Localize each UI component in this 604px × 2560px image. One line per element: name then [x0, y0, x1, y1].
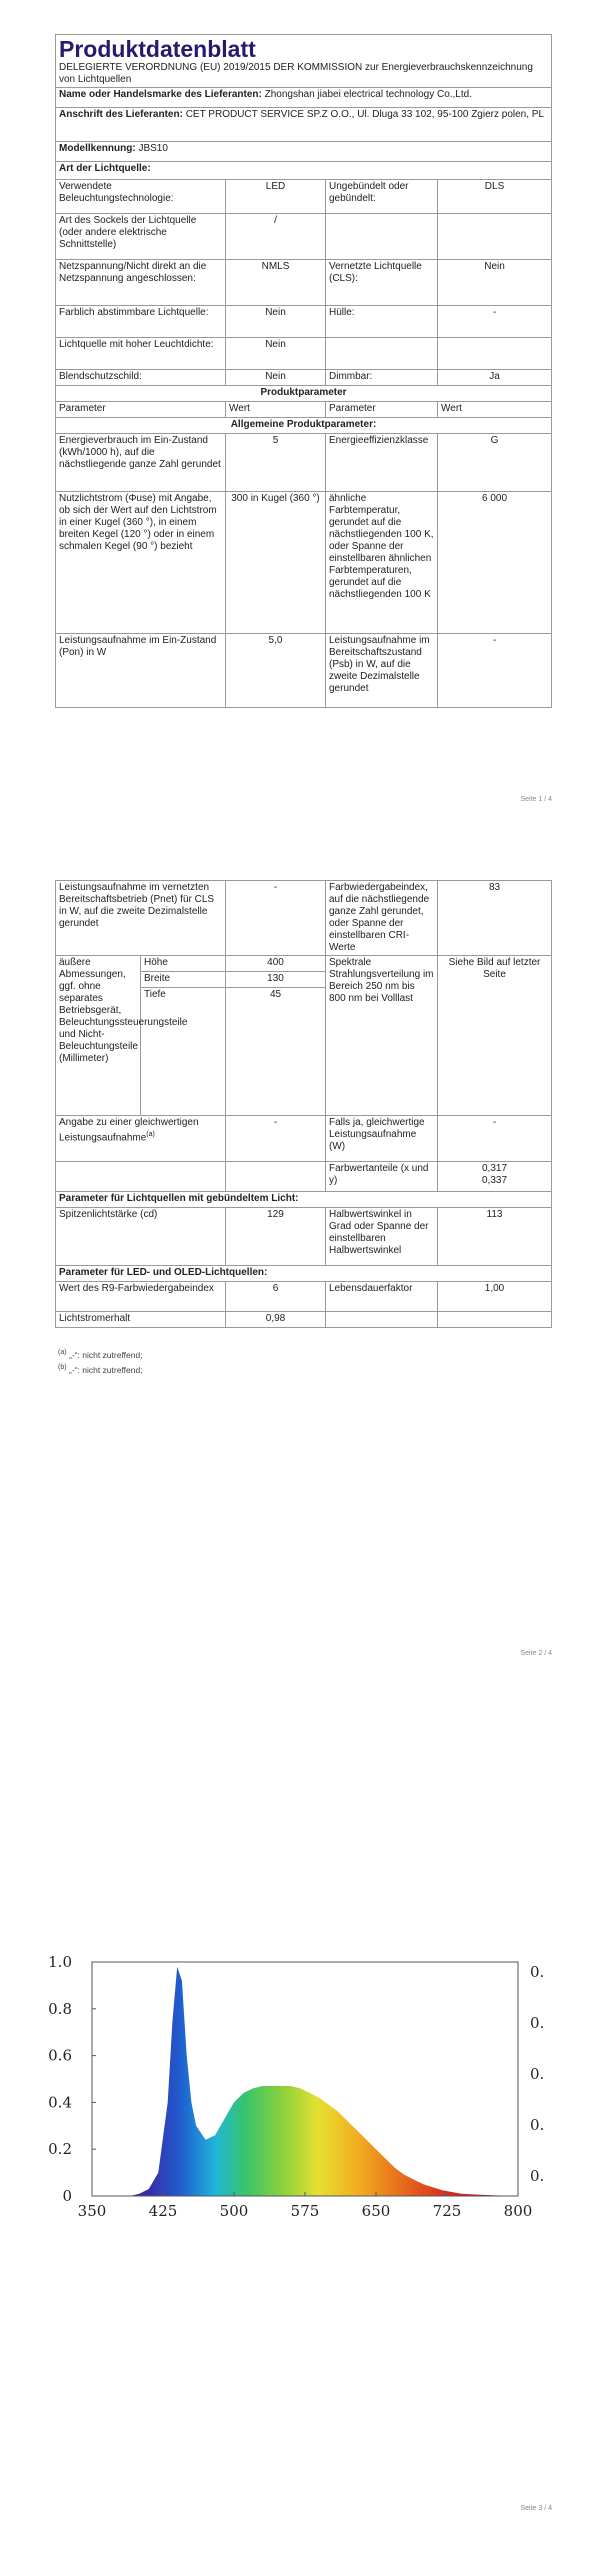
envelope-value: -: [438, 306, 552, 338]
general-params-heading: Allgemeine Produktparameter:: [56, 418, 552, 434]
energy-value: 5: [226, 434, 326, 492]
spectrum-area: [92, 1967, 518, 2196]
dimensions-label: äußere Abmessungen, ggf. ohne separates Betriebsgerät, Beleuchtungssteuerungsteile und Nicht-Beleuchtungsteile (Millimeter): [56, 956, 141, 1116]
page-number-1: Seite 1 / 4: [520, 796, 552, 803]
page-number-2: Seite 2 / 4: [520, 1650, 552, 1657]
net-standby-label: Leistungsaufnahme im vernetzten Bereitschaftsbetrieb (Pnet) für CLS in W, auf die zweite Dezimalstelle gerundet: [56, 881, 226, 956]
flux-value: 300 in Kugel (360 °): [226, 492, 326, 634]
col-header-param: Parameter: [326, 402, 438, 418]
supplier-name-row: [56, 88, 552, 108]
width-label: Breite: [141, 972, 226, 988]
r9-label: Wert des R9-Farbwiedergabeindex: [56, 1282, 226, 1312]
peak-intensity-value: 129: [226, 1208, 326, 1266]
beam-angle-label: Halbwertswinkel in Grad oder Spanne der einstellbaren Halbwertswinkel: [326, 1208, 438, 1266]
page-title: Produktdatenblatt: [59, 36, 256, 62]
supplier-address-value: CET PRODUCT SERVICE SP.Z O.O., Ul. Dluga 33 102, 95-100 Zgierz polen, PL: [185, 109, 545, 120]
cct-label: ähnliche Farbtemperatur, gerundet auf die nächstliegenden 100 K, oder Spanne der einstellbaren ähnlichen Farbtemperaturen, gerundet auf die nächstliegenden 100 K: [326, 492, 438, 634]
glare-value: Nein: [226, 370, 326, 386]
spd-value: Siehe Bild auf letzter Seite: [438, 956, 552, 1116]
height-value: 400: [226, 956, 326, 972]
empty-cell: [438, 1312, 552, 1328]
empty-cell: [326, 214, 438, 260]
y-tick-label: 0.2: [48, 2140, 72, 2159]
equiv-power-label: Angabe zu einer gleichwertigen Leistungsaufnahme$^{(a)}$: [56, 1116, 226, 1162]
col-header-value: Wert: [438, 402, 552, 418]
colour-tunable-label: Farblich abstimmbare Lichtquelle:: [56, 306, 226, 338]
survival-label: Lebensdauerfaktor: [326, 1282, 438, 1312]
mains-label: Netzspannung/Nicht direkt an die Netzspannung angeschlossen:: [56, 260, 226, 306]
footnotes: [58, 1346, 143, 1376]
empty-cell: [438, 338, 552, 370]
non-directional-label: Ungebündelt oder gebündelt:: [326, 180, 438, 214]
footnote-a: $^{(a)}$ „-“: nicht zutreffend;: [58, 1348, 143, 1360]
supplier-address-label: Anschrift des Lieferanten:: [59, 109, 183, 120]
x-tick-label: 725: [432, 2202, 462, 2220]
footnote-b: $^{(b)}$ „-“: nicht zutreffend;: [58, 1362, 143, 1375]
product-params-heading: Produktparameter: [56, 386, 552, 402]
x-tick-label: 500: [219, 2202, 249, 2220]
mains-value: NMLS: [226, 260, 326, 306]
y-tick-label: 0.6: [48, 2046, 72, 2065]
supplier-name-label: Name oder Handelsmarke des Lieferanten:: [59, 89, 262, 100]
right-axis-label: 0.: [530, 2065, 545, 2083]
standby-value: -: [438, 634, 552, 708]
page-number-3: Seite 3 / 4: [520, 2505, 552, 2512]
efficiency-class-value: G: [438, 434, 552, 492]
right-axis-label: 0.: [530, 1963, 545, 1981]
colour-tunable-value: Nein: [226, 306, 326, 338]
cct-value: 6 000: [438, 492, 552, 634]
maintenance-value: 0,98: [226, 1312, 326, 1328]
on-power-value: 5,0: [226, 634, 326, 708]
led-heading: Parameter für LED- und OLED-Lichtquellen:: [56, 1266, 552, 1282]
right-axis-label: 0.: [530, 2014, 545, 2032]
energy-label: Energieverbrauch im Ein-Zustand (kWh/1000 h), auf die nächstliegende ganze Zahl gerundet: [56, 434, 226, 492]
connected-value: Nein: [438, 260, 552, 306]
cri-label: Farbwiedergabeindex, auf die nächstliegende ganze Zahl gerundet, oder Spanne der einstellbaren CRI-Werte: [326, 881, 438, 956]
directional-heading: Parameter für Lichtquellen mit gebündeltem Licht:: [56, 1192, 552, 1208]
supplier-name-value: Zhongshan jiabei electrical technology Co.,Ltd.: [264, 89, 472, 100]
spd-label: Spektrale Strahlungsverteilung im Bereich 250 nm bis 800 nm bei Volllast: [326, 956, 438, 1116]
x-tick-label: 350: [77, 2202, 107, 2220]
empty-cell: [326, 1312, 438, 1328]
high-luminance-value: Nein: [226, 338, 326, 370]
efficiency-class-label: Energieeffizienzklasse: [326, 434, 438, 492]
dimmable-label: Dimmbar:: [326, 370, 438, 386]
col-header-value: Wert: [226, 402, 326, 418]
on-power-label: Leistungsaufnahme im Ein-Zustand (Pon) in W: [56, 634, 226, 708]
equiv-if-label: Falls ja, gleichwertige Leistungsaufnahme (W): [326, 1116, 438, 1162]
technology-value: LED: [226, 180, 326, 214]
technology-label: Verwendete Beleuchtungstechnologie:: [56, 180, 226, 214]
depth-value: 45: [226, 988, 326, 1116]
regulation-text: DELEGIERTE VERORDNUNG (EU) 2019/2015 DER KOMMISSION zur Energieverbrauchskennzeichnung von Lichtquellen: [59, 62, 533, 85]
page-1: [0, 0, 604, 808]
cap-value: /: [226, 214, 326, 260]
x-tick-label: 650: [361, 2202, 391, 2220]
empty-cell: [226, 1162, 326, 1192]
connected-label: Vernetzte Lichtquelle (CLS):: [326, 260, 438, 306]
col-header-param: Parameter: [56, 402, 226, 418]
model-label: Modellkennung:: [59, 143, 136, 154]
chromaticity-x: 0,317: [481, 1163, 508, 1174]
chart-plot-area: [48, 1953, 544, 2220]
supplier-address-row: [56, 108, 552, 142]
glare-label: Blendschutzschild:: [56, 370, 226, 386]
model-row: [56, 142, 552, 162]
envelope-label: Hülle:: [326, 306, 438, 338]
r9-value: 6: [226, 1282, 326, 1312]
page-3: [0, 1680, 604, 2560]
standby-label: Leistungsaufnahme im Bereitschaftszustand (Psb) in W, auf die zweite Dezimalstelle gerundet: [326, 634, 438, 708]
model-value: JBS10: [138, 143, 168, 154]
flux-label: Nutzlichtstrom (Φuse) mit Angabe, ob sich der Wert auf den Lichtstrom in einer Kugel (360 °), in einem breiten Kegel (120 °) oder in einem schmalen Kegel (90 °) bezieht: [56, 492, 226, 634]
dimmable-value: Ja: [438, 370, 552, 386]
y-tick-label: 0.4: [48, 2093, 72, 2112]
survival-value: 1,00: [438, 1282, 552, 1312]
page-2: [0, 880, 604, 1680]
depth-label: Tiefe: [141, 988, 226, 1116]
empty-cell: [326, 338, 438, 370]
y-tick-label: 1.0: [48, 1953, 72, 1971]
empty-cell: [438, 214, 552, 260]
x-tick-label: 800: [503, 2202, 533, 2220]
net-standby-value: -: [226, 881, 326, 956]
non-directional-value: DLS: [438, 180, 552, 214]
spectral-distribution-chart: [0, 1950, 604, 2250]
width-value: 130: [226, 972, 326, 988]
cri-value: 83: [438, 881, 552, 956]
right-axis-label: 0.: [530, 2116, 545, 2134]
x-tick-label: 425: [148, 2202, 178, 2220]
height-label: Höhe: [141, 956, 226, 972]
chromaticity-values: [438, 1162, 552, 1192]
product-datasheet-table-2: [55, 880, 552, 1328]
peak-intensity-label: Spitzenlichtstärke (cd): [56, 1208, 226, 1266]
y-tick-label: 0: [62, 2187, 72, 2205]
high-luminance-label: Lichtquelle mit hoher Leuchtdichte:: [56, 338, 226, 370]
light-source-heading: Art der Lichtquelle:: [56, 162, 552, 180]
equiv-power-value: -: [226, 1116, 326, 1162]
x-tick-label: 575: [290, 2202, 320, 2220]
product-datasheet-table-1: [55, 34, 552, 708]
header-cell: [56, 35, 552, 88]
beam-angle-value: 113: [438, 1208, 552, 1266]
cap-label: Art des Sockels der Lichtquelle (oder andere elektrische Schnittstelle): [56, 214, 226, 260]
y-tick-label: 0.8: [48, 1999, 72, 2018]
chromaticity-label: Farbwertanteile (x und y): [326, 1162, 438, 1192]
right-axis-label: 0.: [530, 2167, 545, 2185]
equiv-if-value: -: [438, 1116, 552, 1162]
empty-cell: [56, 1162, 226, 1192]
chromaticity-y: 0,337: [481, 1175, 508, 1186]
maintenance-label: Lichtstromerhalt: [56, 1312, 226, 1328]
